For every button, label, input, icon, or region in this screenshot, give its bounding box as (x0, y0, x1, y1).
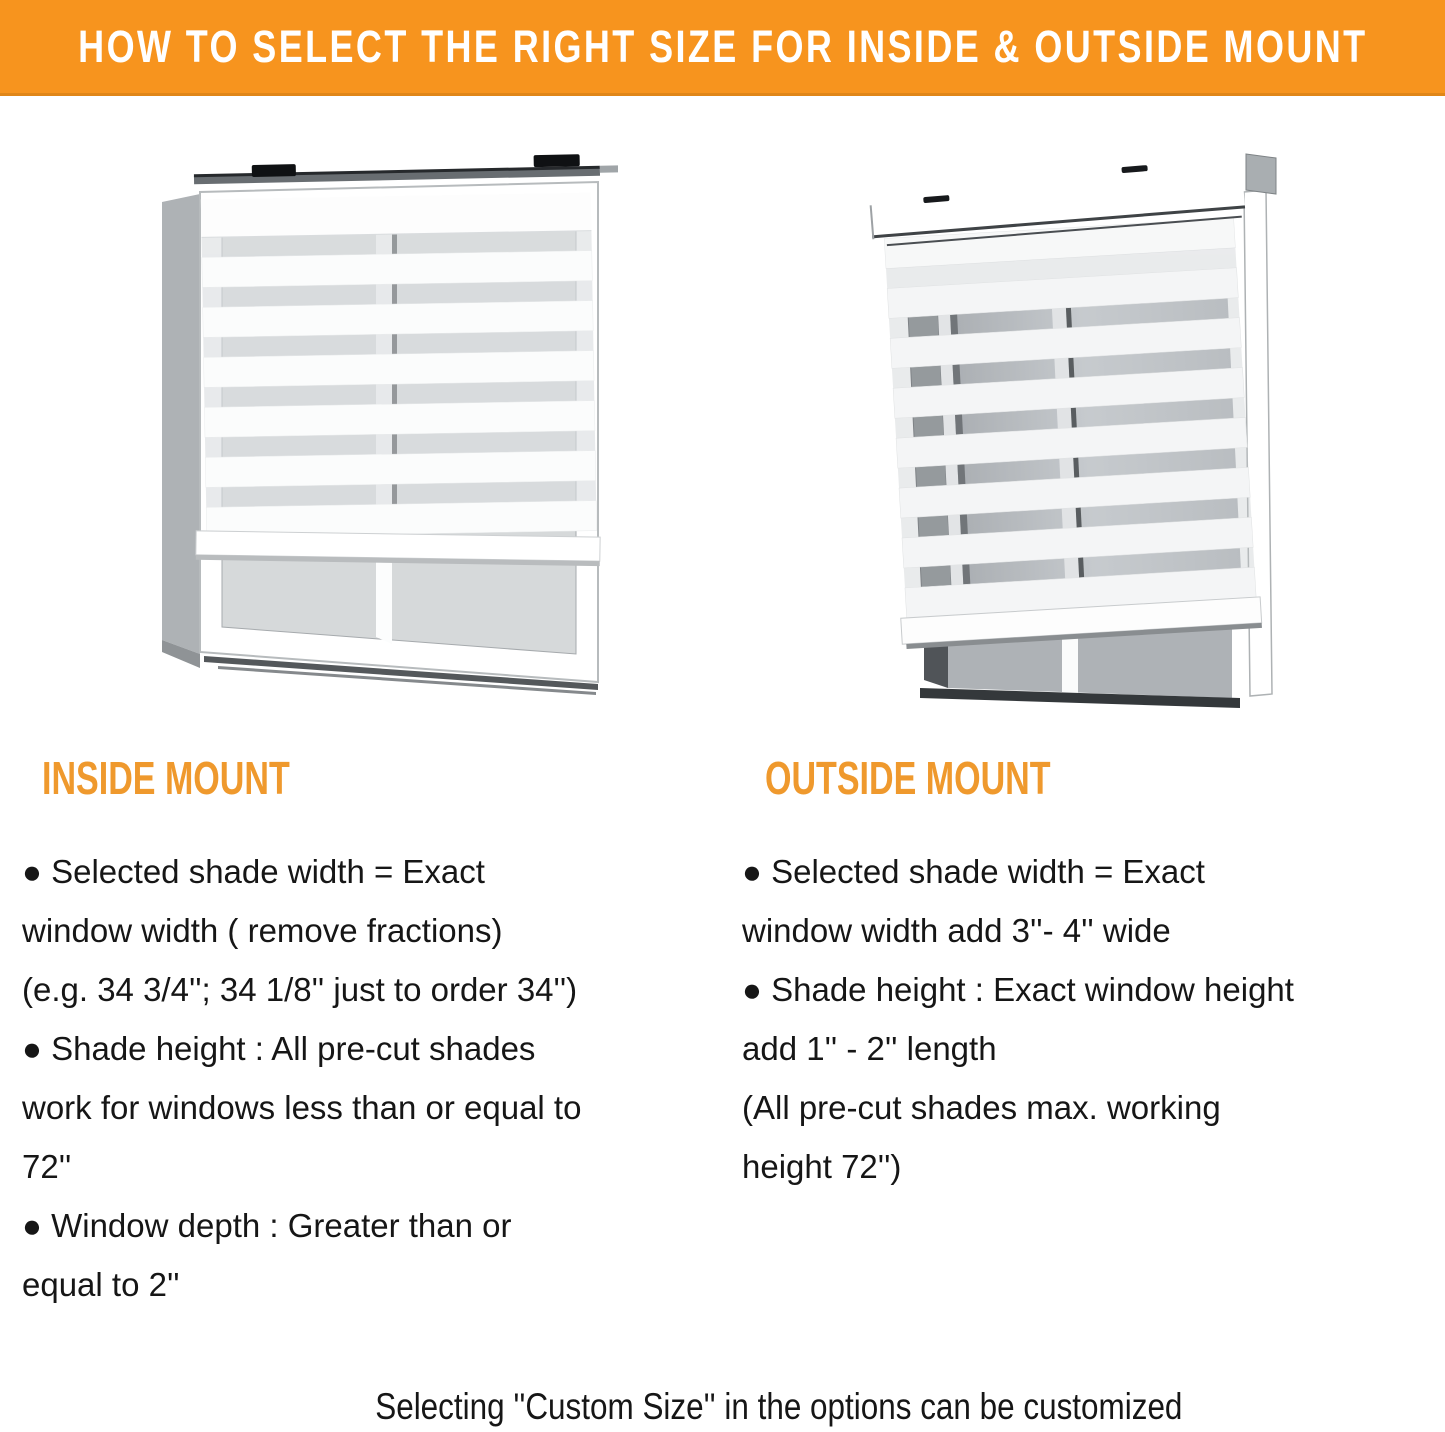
section-heading-outside-mount: OUTSIDE MOUNT (765, 752, 1051, 804)
spec-line: work for windows less than or equal to (22, 1089, 582, 1126)
spec-line: height 72'') (742, 1148, 902, 1185)
spec-line: ● Selected shade width = Exact (22, 853, 485, 890)
mounting-bracket (534, 154, 580, 167)
spec-line: (e.g. 34 3/4''; 34 1/8'' just to order 34'') (22, 971, 578, 1008)
rail-top-cap (1246, 154, 1276, 194)
shade-valance (201, 193, 592, 238)
outside-mount-window-drawing (862, 132, 1302, 724)
spec-line: 72'' (22, 1148, 72, 1185)
section-heading-inside-mount: INSIDE MOUNT (42, 752, 290, 804)
spec-line: ● Shade height : Exact window height (742, 971, 1294, 1008)
window-jamb (162, 194, 200, 654)
custom-size-note: Selecting ''Custom Size'' in the options can be customized (374, 1386, 1183, 1427)
outside-mount-spec-list (742, 842, 1437, 1196)
banner (0, 0, 1445, 96)
banner-title: HOW TO SELECT THE RIGHT SIZE FOR INSIDE & OUTSIDE MOUNT (77, 20, 1368, 72)
spec-line: equal to 2'' (22, 1266, 180, 1303)
spec-line: add 1'' - 2'' length (742, 1030, 997, 1067)
spec-line: window width ( remove fractions) (22, 912, 503, 949)
outside-mount-illustration (862, 132, 1302, 724)
spec-line: (All pre-cut shades max. working (742, 1089, 1221, 1126)
zebra-shade (878, 218, 1262, 650)
footer-note (0, 1386, 1445, 1428)
spec-line: window width add 3''- 4'' wide (742, 912, 1171, 949)
spec-line: ● Selected shade width = Exact (742, 853, 1205, 890)
spec-line: ● Shade height : All pre-cut shades (22, 1030, 536, 1067)
inside-mount-window-drawing (148, 150, 618, 695)
roller-rod (194, 153, 618, 184)
mounting-bracket (252, 164, 296, 177)
inside-mount-spec-list (22, 842, 727, 1314)
inside-mount-illustration (148, 150, 618, 695)
spec-line: ● Window depth : Greater than or (22, 1207, 512, 1244)
rod-end-cap (600, 165, 618, 172)
zebra-shade (201, 193, 597, 538)
